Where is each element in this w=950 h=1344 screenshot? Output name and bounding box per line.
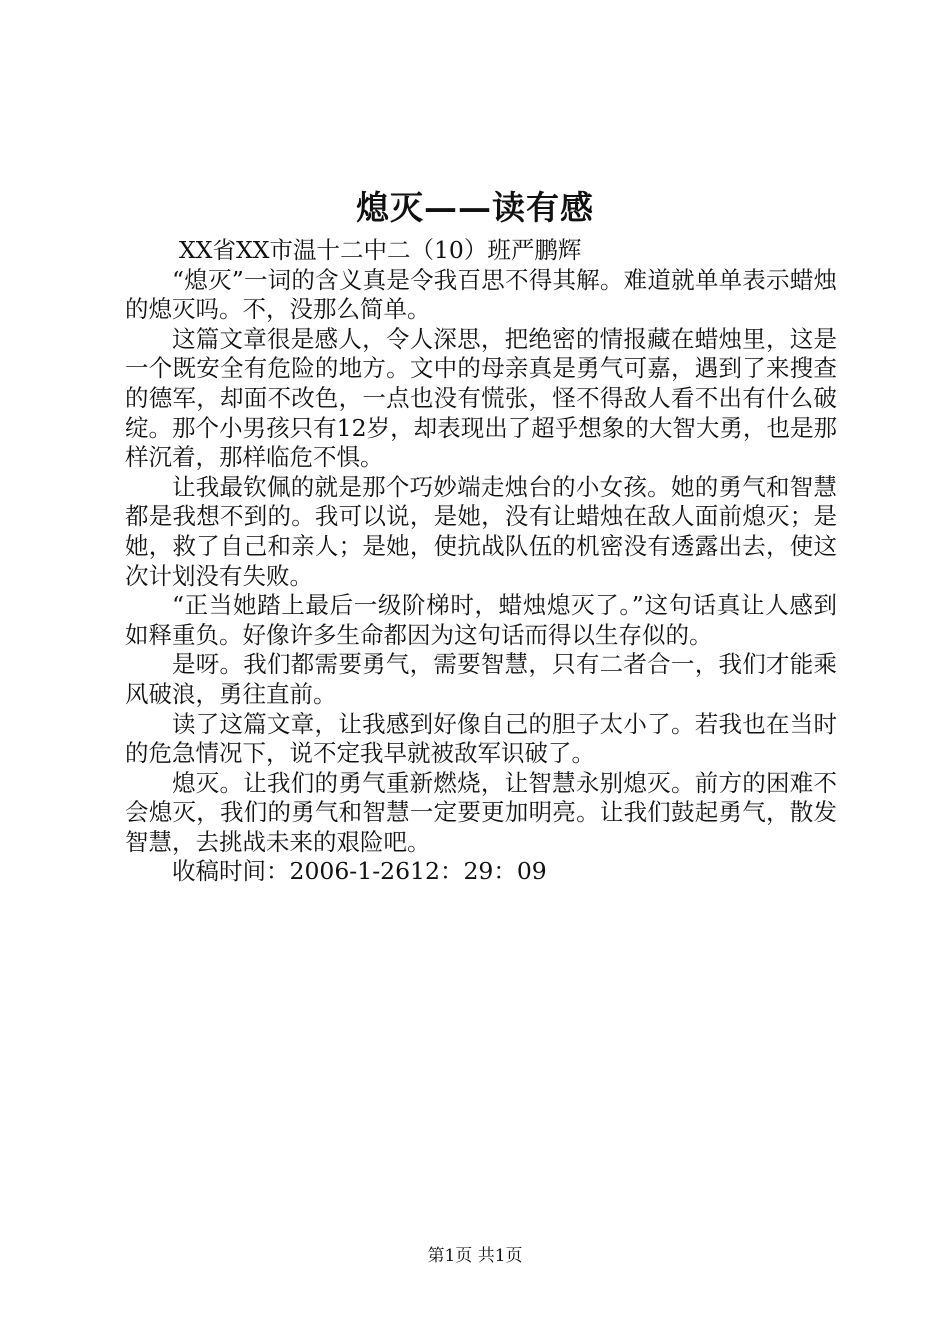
- author-byline: XX省XX市温十二中二（10）班严鹏辉: [179, 236, 582, 264]
- body-paragraph: 这篇文章很是感人，令人深思，把绝密的情报藏在蜡烛里，这是一个既安全有危险的地方。文中的母亲真是勇气可嘉，遇到了来搜查的德军，却面不改色，一点也没有慌张，怪不得敌人看不出有什么破绽。那个小男孩只有12岁，却表现出了超乎想象的大智大勇，也是那样沉着，那样临危不惧。: [125, 324, 837, 472]
- page-number-footer: 第1页 共1页: [427, 1246, 523, 1266]
- body-paragraph: 熄灭。让我们的勇气重新燃烧，让智慧永别熄灭。前方的困难不会熄灭，我们的勇气和智慧一定要更加明亮。让我们鼓起勇气，散发智慧，去挑战未来的艰险吧。: [125, 768, 837, 856]
- body-paragraph: “熄灭”一词的含义真是令我百思不得其解。难道就单单表示蜡烛的熄灭吗。不，没那么简单。: [125, 265, 837, 324]
- body-paragraph: 读了这篇文章，让我感到好像自己的胆子太小了。若我也在当时的危急情况下，说不定我早就被敌军识破了。: [125, 709, 837, 768]
- document-title: 熄灭——读有感: [356, 188, 594, 227]
- body-paragraph: 是呀。我们都需要勇气，需要智慧，只有二者合一，我们才能乘风破浪，勇往直前。: [125, 650, 837, 708]
- submission-time: 收稿时间：2006-1-2612：29：09: [172, 857, 547, 886]
- body-paragraph: 让我最钦佩的就是那个巧妙端走烛台的小女孩。她的勇气和智慧都是我想不到的。我可以说，是她，没有让蜡烛在敌人面前熄灭；是她，救了自己和亲人；是她，使抗战队伍的机密没有透露出去，使这次计划没有失败。: [125, 472, 837, 590]
- body-paragraph: “正当她踏上最后一级阶梯时，蜡烛熄灭了。”这句话真让人感到如释重负。好像许多生命都因为这句话而得以生存似的。: [125, 591, 837, 649]
- document-body: [125, 236, 837, 887]
